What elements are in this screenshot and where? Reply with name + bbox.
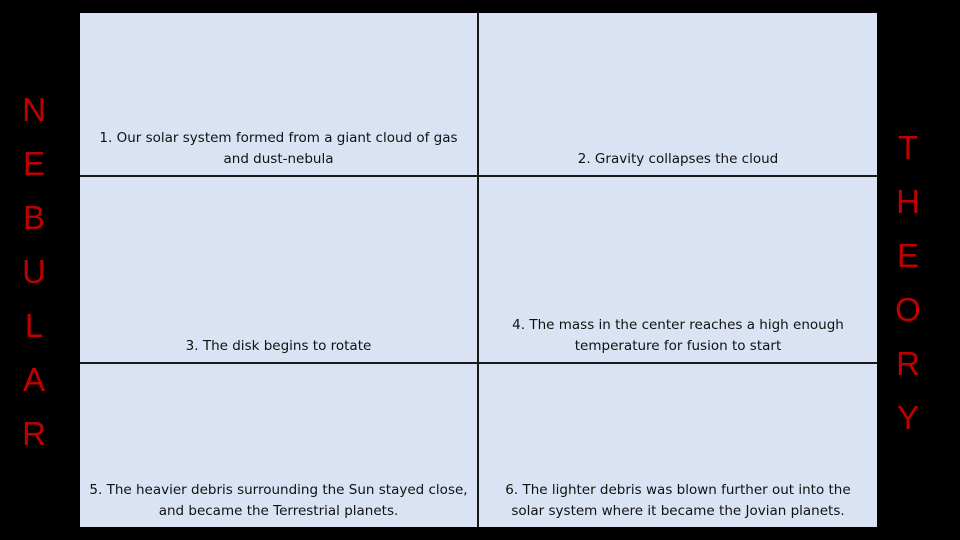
step-5-cell bbox=[80, 364, 477, 527]
step-3-cell bbox=[80, 177, 477, 362]
step-1-cell bbox=[80, 13, 477, 175]
steps-table bbox=[80, 13, 877, 527]
letter-u: U bbox=[22, 253, 46, 290]
vertical-word-nebular bbox=[10, 83, 58, 461]
letter-h: H bbox=[896, 183, 920, 220]
step-6-text: 6. The lighter debris was blown further out into the solar system where it became the Jovian planets. bbox=[505, 482, 851, 519]
step-2-text: 2. Gravity collapses the cloud bbox=[577, 151, 779, 167]
step-4-cell bbox=[479, 177, 877, 362]
letter-b: B bbox=[22, 199, 45, 236]
step-5-text: 5. The heavier debris surrounding the Sun stayed close, and became the Terrestrial planets. bbox=[89, 482, 468, 519]
letter-t: T bbox=[897, 129, 919, 166]
letter-l: L bbox=[24, 307, 44, 344]
step-3-text: 3. The disk begins to rotate bbox=[185, 338, 372, 354]
vertical-word-theory bbox=[884, 121, 932, 445]
step-6-cell bbox=[479, 364, 877, 527]
letter-e: E bbox=[896, 237, 919, 274]
step-1-text: 1. Our solar system formed from a giant cloud of gas and dust-nebula bbox=[99, 130, 458, 167]
letter-a: A bbox=[22, 361, 45, 398]
letter-y: Y bbox=[896, 399, 919, 436]
step-2-cell bbox=[479, 13, 877, 175]
letter-n: N bbox=[22, 91, 46, 128]
letter-e: E bbox=[22, 145, 45, 182]
step-4-text: 4. The mass in the center reaches a high enough temperature for fusion to start bbox=[512, 317, 844, 354]
letter-o: O bbox=[895, 291, 921, 328]
letter-r: R bbox=[22, 415, 46, 452]
letter-r: R bbox=[896, 345, 920, 382]
